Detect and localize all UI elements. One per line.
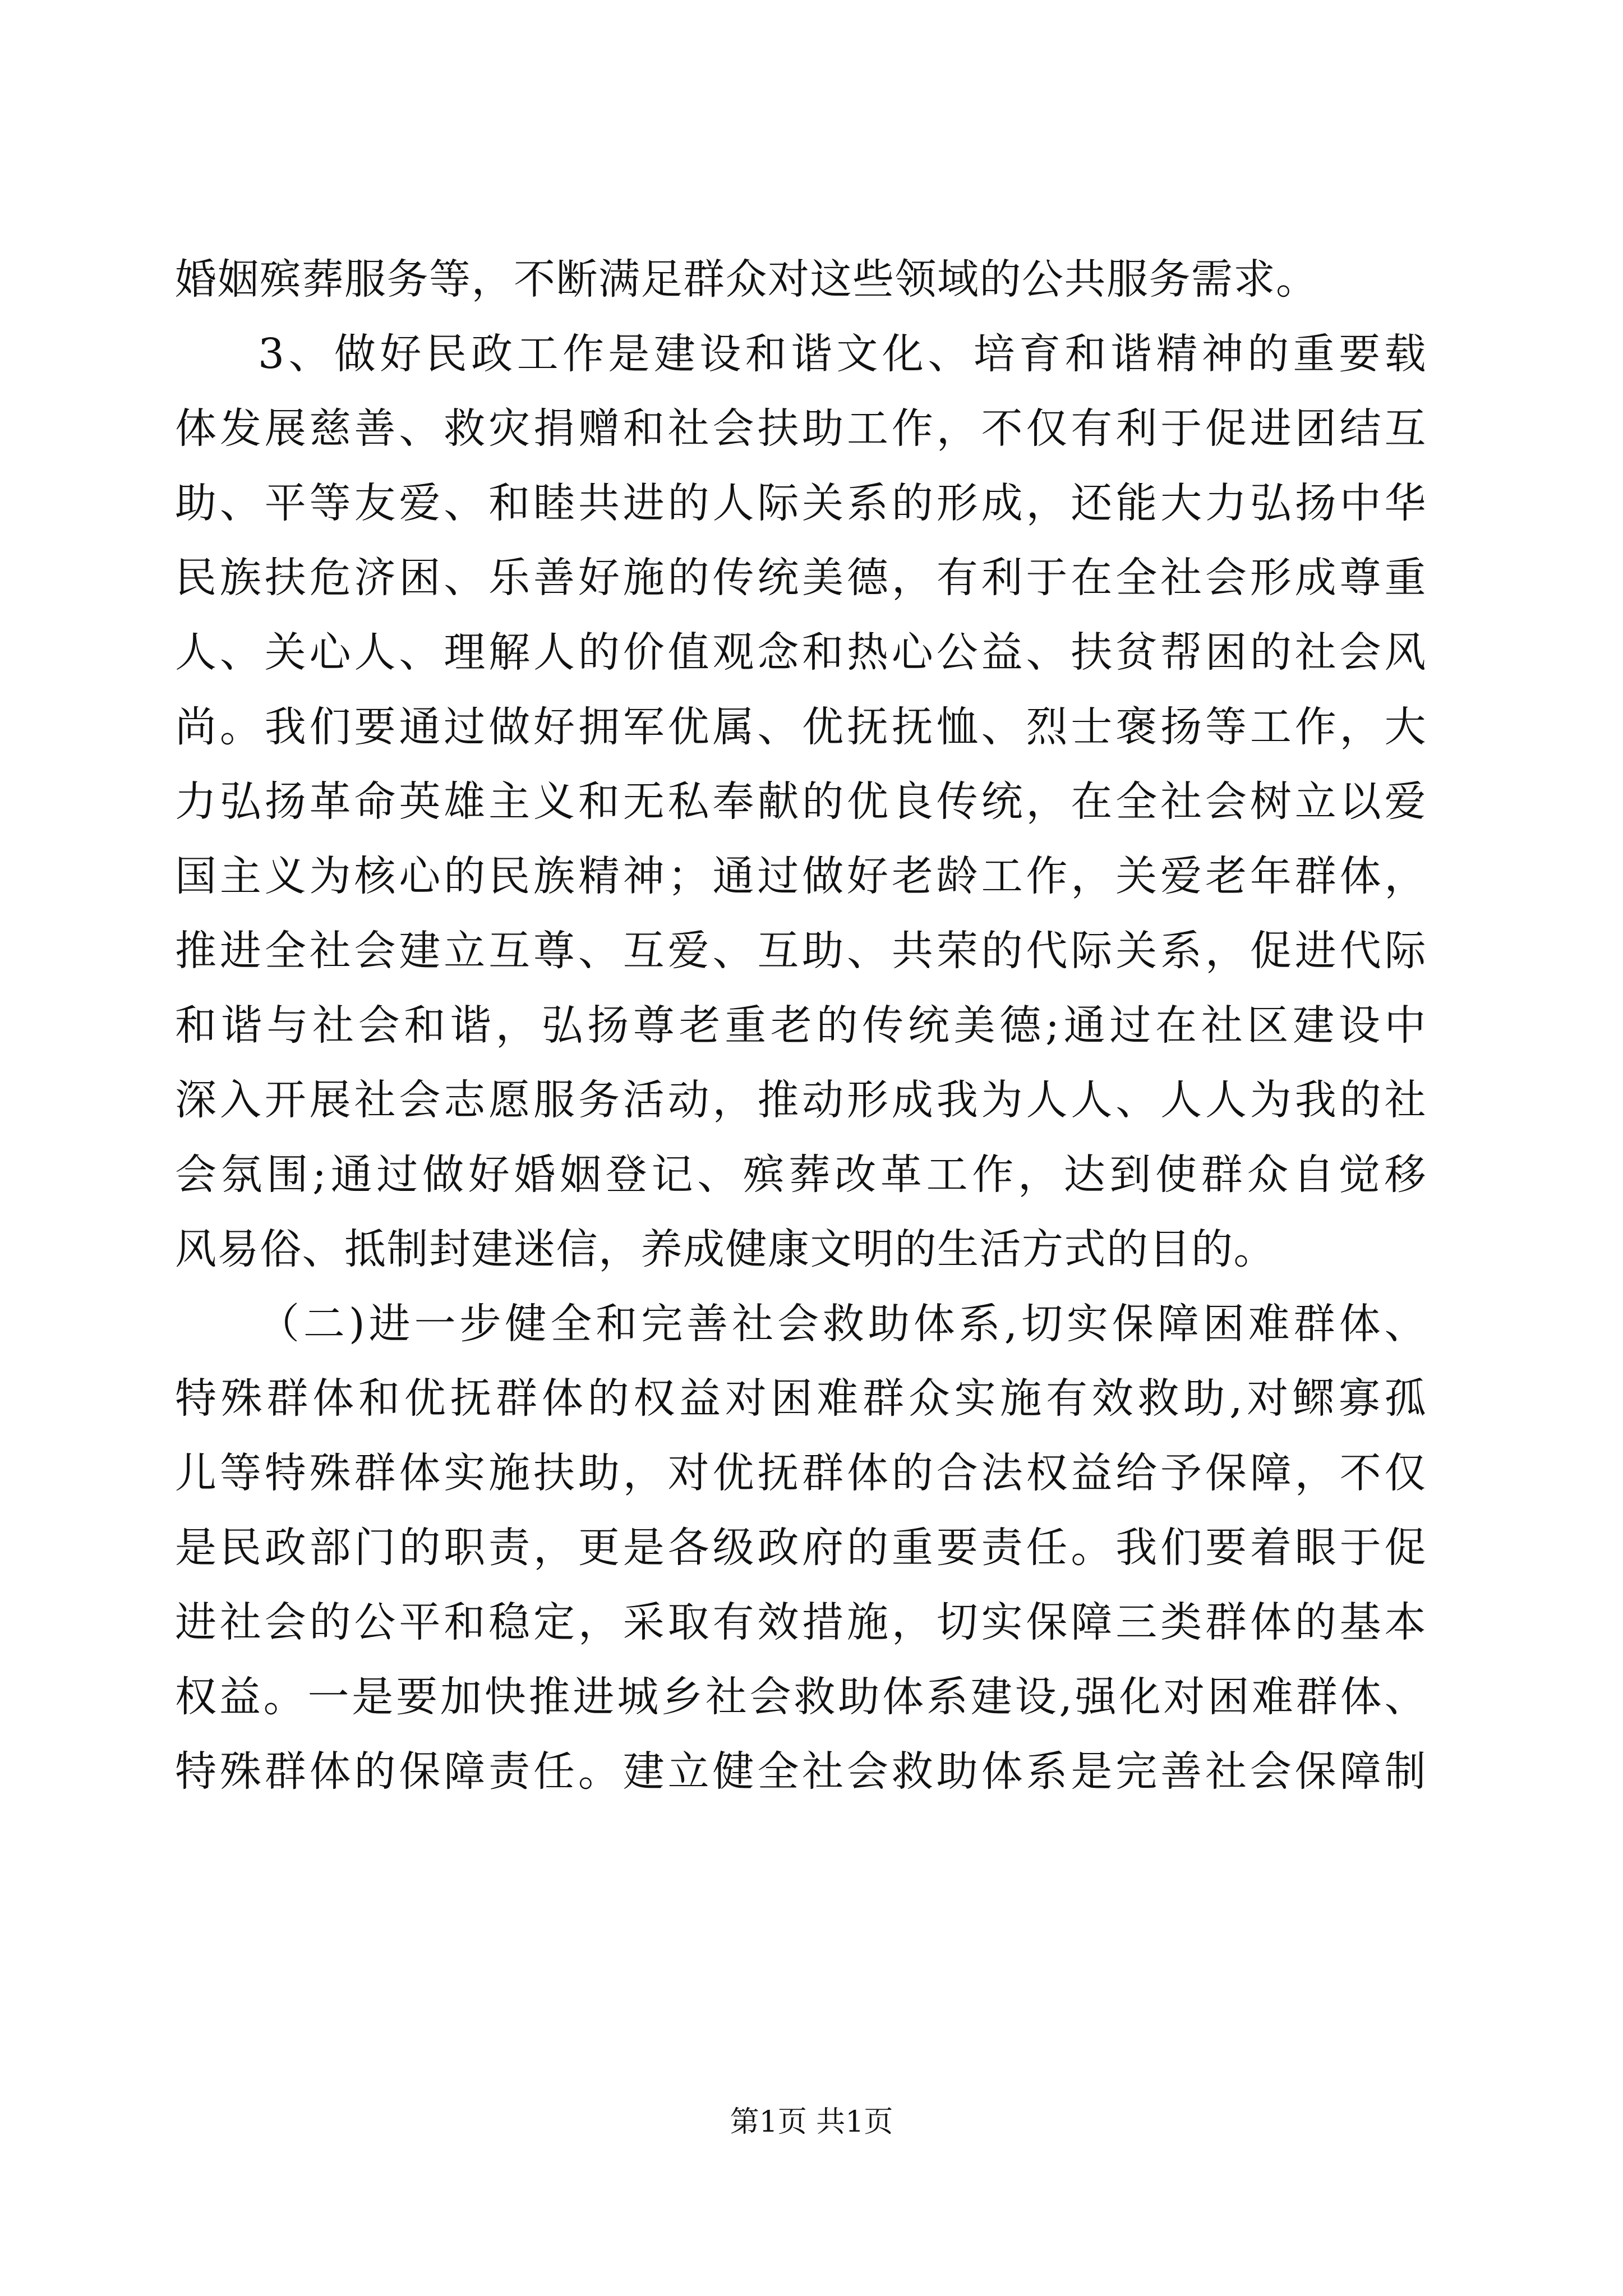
text-line-3: 体发展慈善、救灾捐赠和社会扶助工作，不仅有利于促进团结互 — [175, 404, 1427, 453]
body-text — [175, 242, 1427, 1809]
text-line-7: 尚。我们要通过做好拥军优属、优抚抚恤、烈士褒扬等工作，大 — [175, 703, 1427, 751]
text-line-20: 权益。一是要加快推进城乡社会救助体系建设,强化对困难群体、 — [175, 1673, 1427, 1721]
text-line-2: 3、做好民政工作是建设和谐文化、培育和谐精神的重要载 — [258, 330, 1427, 378]
text-line-16: 特殊群体和优抚群体的权益对困难群众实施有效救助,对鳏寡孤 — [175, 1374, 1427, 1423]
text-line-9: 国主义为核心的民族精神；通过做好老龄工作，关爱老年群体， — [175, 852, 1427, 900]
text-line-6: 人、关心人、理解人的价值观念和热心公益、扶贫帮困的社会风 — [175, 628, 1427, 677]
text-line-10: 推进全社会建立互尊、互爱、互助、共荣的代际关系，促进代际 — [175, 927, 1427, 975]
text-line-4: 助、平等友爱、和睦共进的人际关系的形成，还能大力弘扬中华 — [175, 479, 1427, 527]
text-line-5: 民族扶危济困、乐善好施的传统美德，有利于在全社会形成尊重 — [175, 554, 1427, 602]
text-line-14: 风易俗、抵制封建迷信，养成健康文明的生活方式的目的。 — [175, 1225, 1276, 1273]
text-line-21: 特殊群体的保障责任。建立健全社会救助体系是完善社会保障制 — [175, 1747, 1427, 1796]
text-line-18: 是民政部门的职责，更是各级政府的重要责任。我们要着眼于促 — [175, 1524, 1427, 1572]
text-line-13: 会氛围;通过做好婚姻登记、殡葬改革工作，达到使群众自觉移 — [175, 1151, 1427, 1199]
page-footer: 第1页 共1页 — [730, 2105, 893, 2139]
text-line-19: 进社会的公平和稳定，采取有效措施，切实保障三类群体的基本 — [175, 1598, 1427, 1646]
text-line-11: 和谐与社会和谐，弘扬尊老重老的传统美德;通过在社区建设中 — [175, 1001, 1427, 1050]
text-line-15: （二)进一步健全和完善社会救助体系,切实保障困难群体、 — [258, 1300, 1427, 1348]
text-line-8: 力弘扬革命英雄主义和无私奉献的优良传统，在全社会树立以爱 — [175, 777, 1427, 826]
text-line-12: 深入开展社会志愿服务活动，推动形成我为人人、人人为我的社 — [175, 1076, 1427, 1124]
text-line-17: 儿等特殊群体实施扶助，对优抚群体的合法权益给予保障，不仅 — [175, 1449, 1427, 1497]
text-line-1: 婚姻殡葬服务等，不断满足群众对这些领域的公共服务需求。 — [175, 255, 1318, 303]
